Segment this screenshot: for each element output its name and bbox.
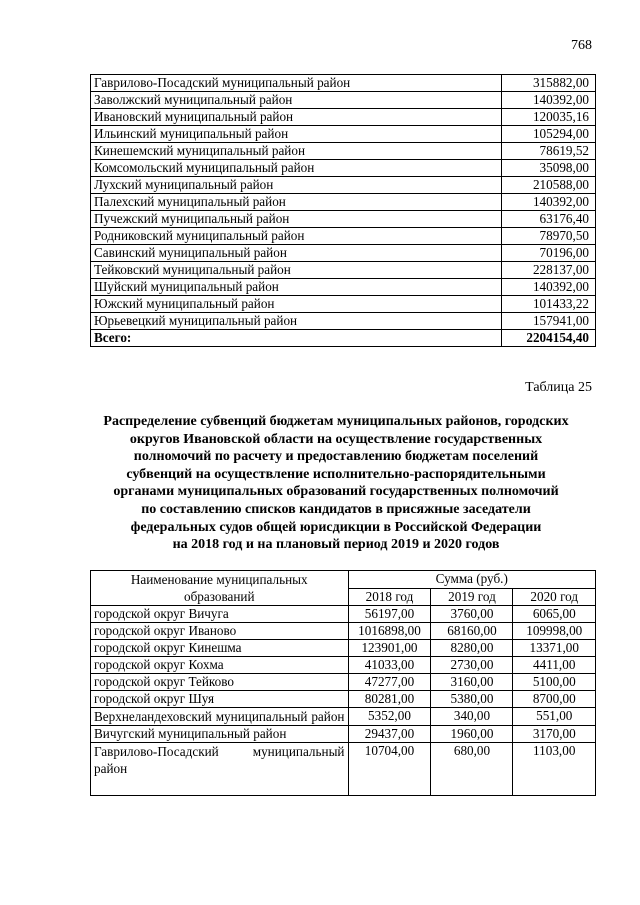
row-value: 101433,22 [502,296,596,313]
row-name: Заволжский муниципальный район [91,92,502,109]
table-row [91,640,596,657]
title-line: Распределение субвенций бюджетам муниципальных районов, городских [103,414,569,429]
value-2019: 3160,00 [431,674,513,691]
title-line: округов Ивановской области на осуществление государственных [129,431,543,447]
row-name: Вичугский муниципальный район [91,726,349,743]
header-row [91,571,596,589]
table-row [91,279,596,296]
value-2020: 4411,00 [513,657,596,674]
row-name: Палехский муниципальный район [91,194,502,211]
header-name: Наименование муниципальных образований [91,571,349,606]
row-name: Верхнеландеховский муниципальный район [91,708,349,726]
row-name: городской округ Шуя [91,691,349,708]
table-label: Таблица 25 [525,380,592,395]
table-row [91,262,596,279]
value-2019: 68160,00 [431,623,513,640]
table-title [60,413,612,554]
value-2018: 1016898,00 [348,623,431,640]
row-name: Савинский муниципальный район [91,245,502,262]
title-line: федеральных судов общей юрисдикции в Российской Федерации [130,519,542,535]
table-row [91,160,596,177]
row-name: городской округ Вичуга [91,606,349,623]
value-2019: 8280,00 [431,640,513,657]
subvention-totals-table [90,74,596,347]
value-2020: 6065,00 [513,606,596,623]
row-value: 105294,00 [502,126,596,143]
table-row [91,674,596,691]
total-value: 2204154,40 [502,330,596,347]
value-2018: 10704,00 [348,743,431,796]
value-2018: 29437,00 [348,726,431,743]
table-row [91,143,596,160]
row-value: 120035,16 [502,109,596,126]
table-row [91,296,596,313]
row-value: 35098,00 [502,160,596,177]
title-line: субвенций на осуществление исполнительно-распорядительными [126,466,546,482]
value-2020: 109998,00 [513,623,596,640]
table-row [91,743,596,796]
value-2018: 80281,00 [348,691,431,708]
row-name: городской округ Кохма [91,657,349,674]
table-row [91,657,596,674]
row-name: Юрьевецкий муниципальный район [91,313,502,330]
subvention-distribution-table [90,570,596,796]
row-name: Пучежский муниципальный район [91,211,502,228]
row-value: 315882,00 [502,75,596,92]
table-row [91,92,596,109]
row-name: Южский муниципальный район [91,296,502,313]
value-2020: 3170,00 [513,726,596,743]
value-2019: 340,00 [431,708,513,726]
table-row [91,177,596,194]
value-2020: 13371,00 [513,640,596,657]
table-row [91,313,596,330]
row-value: 210588,00 [502,177,596,194]
value-2020: 5100,00 [513,674,596,691]
value-2019: 1960,00 [431,726,513,743]
table-row [91,606,596,623]
total-label: Всего: [91,330,502,347]
value-2018: 123901,00 [348,640,431,657]
row-name: городской округ Тейково [91,674,349,691]
row-name: Лухский муниципальный район [91,177,502,194]
row-name: Родниковский муниципальный район [91,228,502,245]
row-name: Гаврилово-Посадский муниципальный район [91,743,349,796]
row-name: Шуйский муниципальный район [91,279,502,296]
row-name: городской округ Кинешма [91,640,349,657]
value-2018: 41033,00 [348,657,431,674]
value-2019: 2730,00 [431,657,513,674]
table-row [91,126,596,143]
row-value: 78970,50 [502,228,596,245]
row-value: 157941,00 [502,313,596,330]
row-name: Ивановский муниципальный район [91,109,502,126]
total-row [91,330,596,347]
table-row [91,75,596,92]
row-name: Тейковский муниципальный район [91,262,502,279]
row-name: Гаврилово-Посадский муниципальный район [91,75,502,92]
value-2020: 8700,00 [513,691,596,708]
value-2019: 3760,00 [431,606,513,623]
table-row [91,708,596,726]
header-year-2020: 2020 год [513,588,596,606]
value-2019: 5380,00 [431,691,513,708]
page-number: 768 [571,38,592,53]
row-name: Ильинский муниципальный район [91,126,502,143]
value-2018: 5352,00 [348,708,431,726]
value-2020: 551,00 [513,708,596,726]
row-value: 140392,00 [502,279,596,296]
row-value: 140392,00 [502,194,596,211]
table-row [91,228,596,245]
title-line: по составлению списков кандидатов в присяжные заседатели [141,501,531,517]
row-name: городской округ Иваново [91,623,349,640]
value-2018: 47277,00 [348,674,431,691]
table-row [91,194,596,211]
value-2018: 56197,00 [348,606,431,623]
value-2020: 1103,00 [513,743,596,796]
title-line: на 2018 год и на плановый период 2019 и 2020 годов [172,537,500,553]
row-value: 228137,00 [502,262,596,279]
row-name: Комсомольский муниципальный район [91,160,502,177]
header-year-2018: 2018 год [348,588,431,606]
row-value: 78619,52 [502,143,596,160]
title-line: полномочий по расчету и предоставлению бюджетам поселений [133,449,539,465]
header-year-2019: 2019 год [431,588,513,606]
table-row [91,109,596,126]
table-row [91,245,596,262]
row-value: 70196,00 [502,245,596,262]
table-row [91,623,596,640]
row-value: 63176,40 [502,211,596,228]
table-row [91,726,596,743]
value-2019: 680,00 [431,743,513,796]
table-row [91,691,596,708]
header-sum: Сумма (руб.) [348,571,596,589]
row-name: Кинешемский муниципальный район [91,143,502,160]
table-row [91,211,596,228]
row-value: 140392,00 [502,92,596,109]
title-line: органами муниципальных образований государственных полномочий [113,484,559,500]
